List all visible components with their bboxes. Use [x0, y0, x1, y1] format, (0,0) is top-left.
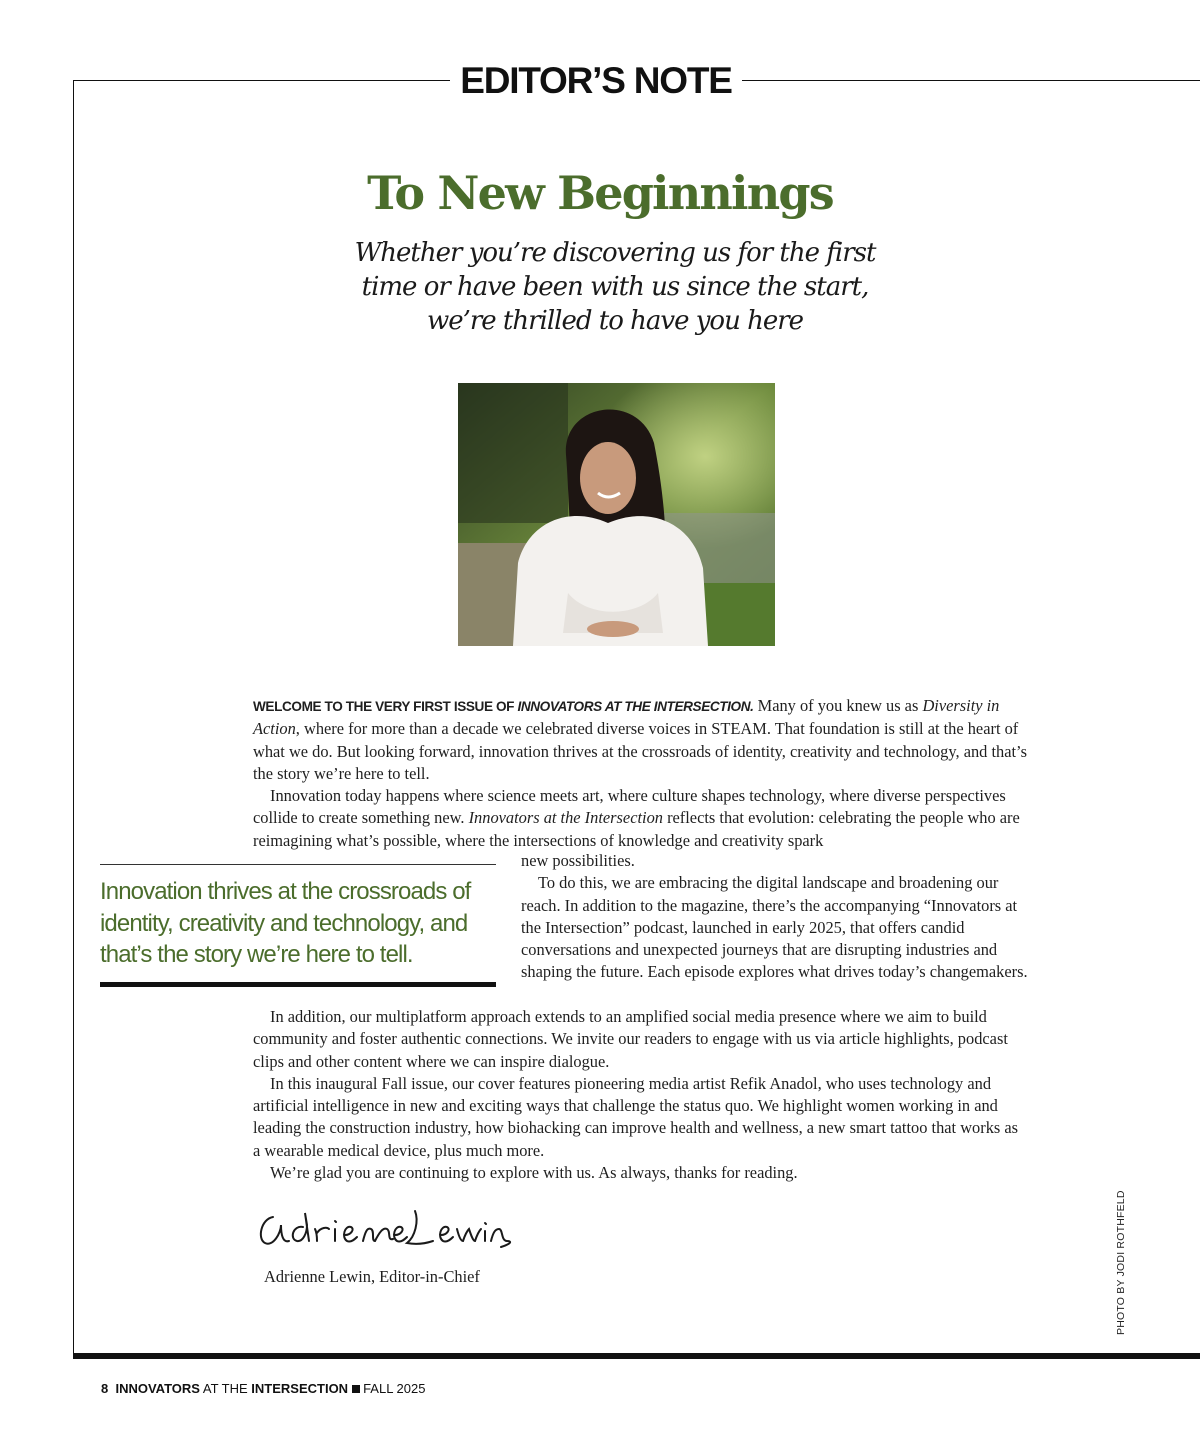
- pullquote-top-rule: [100, 864, 496, 865]
- page-number: 8: [101, 1381, 109, 1396]
- pullquote-bottom-rule: [100, 982, 496, 987]
- headline: To New Beginnings: [367, 166, 833, 220]
- handwritten-signature: [255, 1203, 515, 1265]
- publication-name-b: AT THE: [199, 1381, 252, 1396]
- lead-in-title: INNOVATORS AT THE INTERSECTION.: [517, 699, 754, 714]
- lead-in: WELCOME TO THE VERY FIRST ISSUE OF: [253, 699, 518, 714]
- section-label: EDITOR’S NOTE: [450, 58, 742, 104]
- photo-credit: PHOTO BY JODI ROTHFELD: [1115, 1190, 1127, 1335]
- paragraph-4: In addition, our multiplatform approach extends to an amplified social media presence where we aim to build community and foster authentic connections. We invite our readers to engage with us via article highlights, podcast clips and other content where we can inspire dialogue.: [253, 1007, 1008, 1071]
- signoff-name-title: Adrienne Lewin, Editor-in-Chief: [264, 1267, 480, 1286]
- paragraph-2-end: new possibilities.: [521, 851, 635, 870]
- page-folio: [101, 1381, 425, 1396]
- deck-subhead: Whether you’re discovering us for the first time or have been with us since the start, we’re thrilled to have you here: [354, 238, 876, 336]
- pullquote: Innovation thrives at the crossroads of identity, creativity and technology, and that’s the story we’re here to tell.: [100, 878, 471, 968]
- paragraph-5: In this inaugural Fall issue, our cover features pioneering media artist Refik Anadol, who uses technology and artificial intelligence in new and exciting ways that challenge the status quo. We highlight women working in and leading the construction industry, how biohacking can improve health and wellness, a new smart tattoo that works as a wearable medical device, plus much more.: [253, 1073, 1019, 1160]
- article-body-middle: [521, 850, 1031, 984]
- publication-name-a: INNOVATORS: [115, 1381, 200, 1396]
- frame-bottom-rule: [73, 1353, 1200, 1359]
- editor-portrait-photo: [458, 383, 775, 646]
- paragraph-6: We’re glad you are continuing to explore with us. As always, thanks for reading.: [270, 1163, 798, 1183]
- article-body-top: [253, 695, 1028, 852]
- article-body-bottom: [253, 1006, 1028, 1184]
- paragraph-1: WELCOME TO THE VERY FIRST ISSUE OF INNOVATORS AT THE INTERSECTION. Many of you knew us as Diversity in Action, where for more than a decade we celebrated diverse voices in STEAM. That foundation is still at the heart of what we do. But looking forward, innovation thrives at the crossroads of identity, creativity and technology, and that’s the story we’re here to tell.: [253, 696, 1027, 783]
- issue-date: FALL 2025: [363, 1381, 426, 1396]
- paragraph-2: Innovation today happens where science meets art, where culture shapes technology, where diverse perspectives collide to create something new. Innovators at the Intersection reflects that evolution: celebrating the people who are reimagining what’s possible, where the intersections of knowledge and creativity spark: [253, 786, 1020, 850]
- paragraph-3: To do this, we are embracing the digital landscape and broadening our reach. In addition to the magazine, there’s the accompanying “Innovators at the Intersection” podcast, launched in early 2025, that offers candid conversations and unexpected journeys that are disrupting industries and shaping the future. Each episode explores what drives today’s changemakers.: [521, 873, 1028, 982]
- publication-name-c: INTERSECTION: [251, 1381, 349, 1396]
- frame-left-rule: [73, 80, 74, 1357]
- square-bullet-icon: [352, 1385, 360, 1393]
